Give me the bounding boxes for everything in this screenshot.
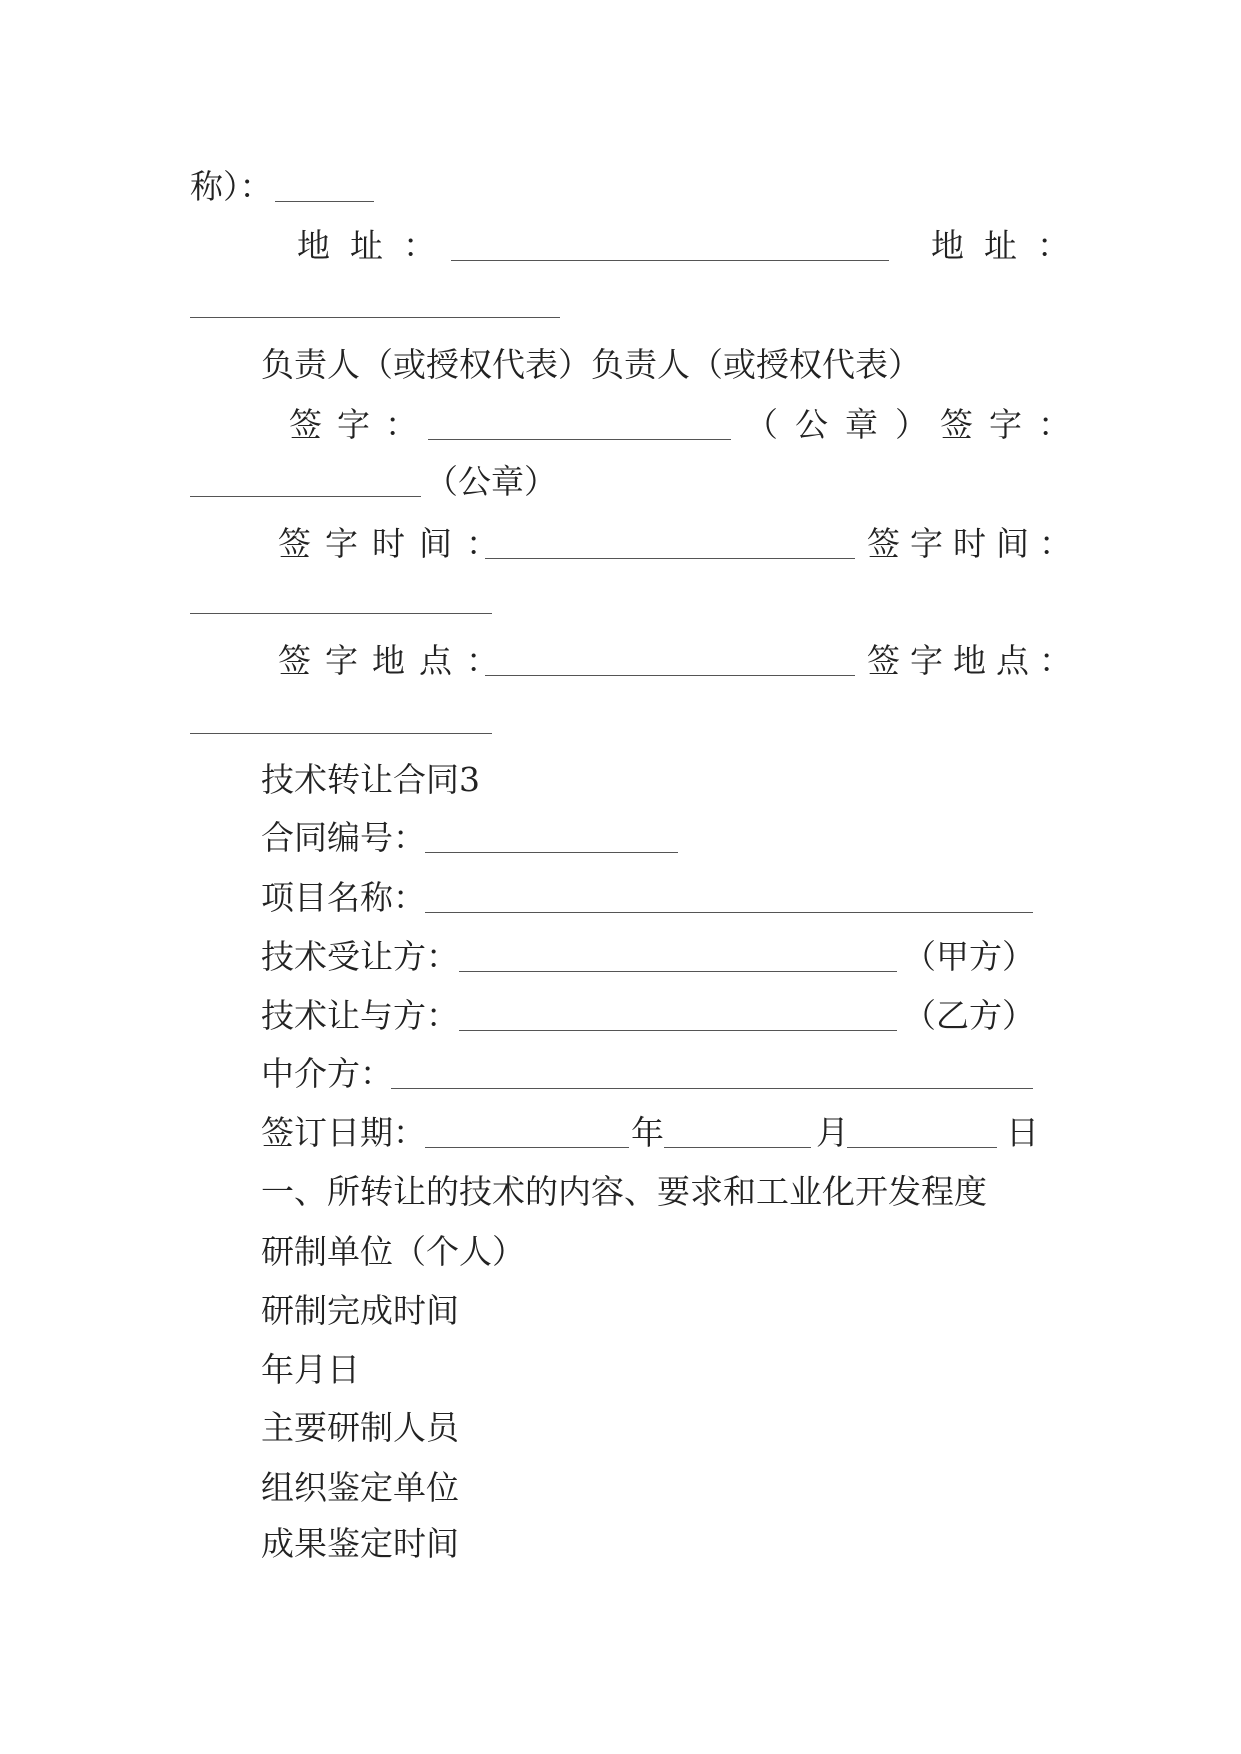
sign-place-blank-party-a bbox=[485, 675, 855, 676]
sign-date-year-label: 年 bbox=[631, 1113, 664, 1152]
transferee-label: 技术受让方： bbox=[261, 937, 459, 976]
sign-place-blank-party-b bbox=[190, 733, 492, 734]
sign-place-label-party-b: 签字地点： bbox=[867, 641, 1082, 680]
sign-time-blank-party-b bbox=[190, 613, 492, 614]
sign-place-label-party-a: 签字地点： bbox=[278, 641, 513, 680]
sign-date-month-blank bbox=[664, 1147, 811, 1148]
sign-date-label: 签订日期： bbox=[261, 1113, 426, 1152]
project-name-label: 项目名称： bbox=[261, 878, 426, 917]
section-1-item: 成果鉴定时间 bbox=[261, 1524, 459, 1563]
transferor-role: （乙方） bbox=[903, 996, 1035, 1035]
intermediary-label: 中介方： bbox=[261, 1054, 393, 1093]
sign-label-party-b: 签字： bbox=[940, 405, 1087, 444]
intermediary-blank bbox=[391, 1088, 1033, 1089]
section-1-item: 研制单位（个人） bbox=[261, 1232, 525, 1271]
party-name-blank bbox=[275, 201, 374, 202]
section-1-heading: 一、所转让的技术的内容、要求和工业化开发程度 bbox=[261, 1172, 987, 1211]
address-label-party-a: 地址： bbox=[297, 226, 456, 265]
transferee-blank bbox=[459, 971, 897, 972]
sign-time-blank-party-a bbox=[485, 558, 855, 559]
transferee-role: （甲方） bbox=[903, 937, 1035, 976]
sign-date-day-label: 日 bbox=[1006, 1113, 1039, 1152]
transferor-blank bbox=[459, 1030, 897, 1031]
project-name-blank bbox=[425, 912, 1033, 913]
section-1-item: 组织鉴定单位 bbox=[261, 1468, 459, 1507]
address-label-party-b: 地址： bbox=[931, 226, 1090, 265]
contract-no-label: 合同编号： bbox=[261, 818, 426, 857]
contract-no-blank bbox=[425, 852, 678, 853]
sign-date-day-blank bbox=[847, 1147, 997, 1148]
seal-label-party-a: （公章） bbox=[745, 405, 945, 444]
transferor-label: 技术让与方： bbox=[261, 996, 459, 1035]
address-blank-party-a bbox=[451, 260, 889, 261]
section-1-item: 研制完成时间 bbox=[261, 1291, 459, 1330]
address-blank-party-b bbox=[190, 317, 560, 318]
contract-title: 技术转让合同3 bbox=[261, 760, 480, 799]
sign-label-party-a: 签字： bbox=[289, 405, 433, 444]
sign-time-label-party-b: 签字时间： bbox=[867, 524, 1082, 563]
sign-blank-party-a bbox=[428, 439, 731, 440]
section-1-item: 年月日 bbox=[261, 1350, 360, 1389]
sign-time-label-party-a: 签字时间： bbox=[278, 524, 513, 563]
sign-date-year-blank bbox=[425, 1147, 629, 1148]
party-name-tail: 称）： bbox=[190, 167, 273, 206]
seal-label-party-b: （公章） bbox=[425, 462, 557, 501]
section-1-item: 主要研制人员 bbox=[261, 1408, 459, 1447]
representative-heading: 负责人（或授权代表）负责人（或授权代表） bbox=[261, 345, 921, 384]
sign-blank-party-b bbox=[190, 496, 421, 497]
sign-date-month-label: 月 bbox=[816, 1113, 849, 1152]
